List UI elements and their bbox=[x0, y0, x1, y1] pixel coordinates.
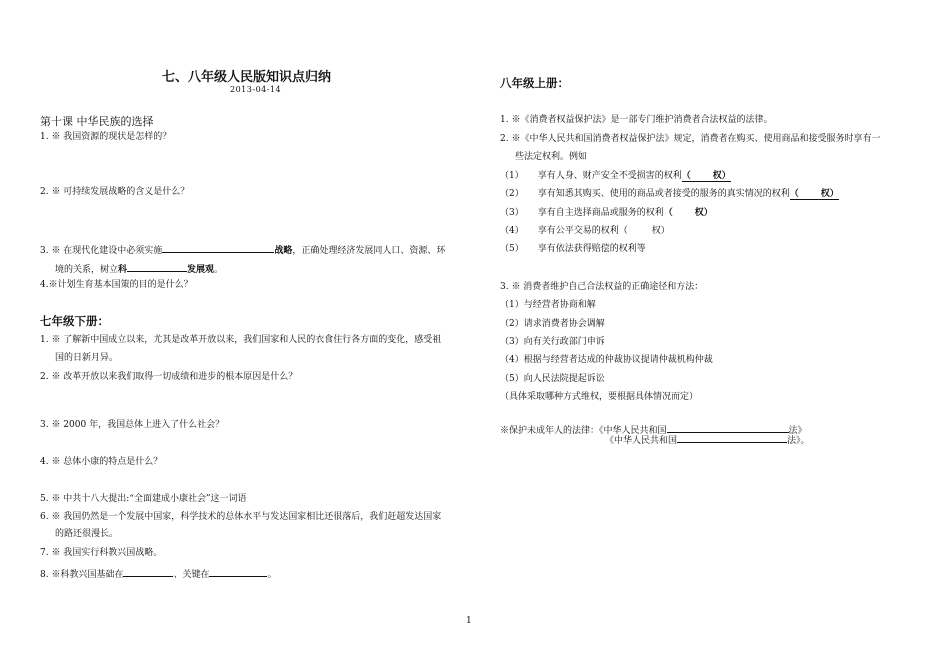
blank-field[interactable]: （ 权） bbox=[681, 171, 731, 181]
blank-field[interactable] bbox=[127, 262, 187, 272]
question-3-text: 3. ※ 在现代化建设中必须实施 bbox=[40, 246, 163, 256]
document-date: 2013-04-14 bbox=[230, 85, 282, 94]
blank-field[interactable] bbox=[677, 433, 787, 443]
way-note: （具体采取哪种方式维权，要根据具体情况而定） bbox=[500, 392, 699, 402]
document-title: 七、八年级人民版知识点归纳 bbox=[162, 70, 332, 85]
right-item-number: （4） bbox=[500, 226, 524, 236]
minor-law-end: 法》。 bbox=[787, 436, 810, 446]
question-4: 4.※计划生育基本国策的目的是什么？ bbox=[40, 280, 193, 290]
page-number: 1 bbox=[466, 616, 472, 626]
question-1: 1. ※ 我国资源的现状是怎样的？ bbox=[40, 132, 172, 142]
punctuation: 。 bbox=[267, 570, 277, 580]
right-item-text: 享有公平交易的权利 bbox=[537, 226, 619, 236]
blank-field[interactable] bbox=[123, 567, 173, 577]
question-3-line2 bbox=[55, 262, 223, 275]
minor-protection-law-2 bbox=[605, 433, 810, 446]
blank-field[interactable] bbox=[209, 567, 267, 577]
right-item-number: （3） bbox=[500, 208, 524, 218]
grade7-item-8 bbox=[40, 567, 276, 580]
grade7-heading: 七年级下册： bbox=[40, 314, 109, 328]
minor-law-text: 《中华人民共和国 bbox=[605, 436, 678, 446]
question-3-line1 bbox=[40, 243, 445, 256]
grade7-item-2: 2. ※ 改革开放以来我们取得一切成绩和进步的根本原因是什么？ bbox=[40, 372, 298, 382]
way-item-3: （3）向有关行政部门申诉 bbox=[500, 337, 605, 347]
blank-field[interactable]: （ 权） bbox=[618, 226, 670, 236]
right-item-text: 享有知悉其购买、使用的商品或者接受的服务的真实情况的权利 bbox=[537, 189, 790, 199]
grade7-item-1-line1: 1. ※ 了解新中国成立以来，尤其是改革开放以来，我们国家和人民的衣食住行各方面的变化，感受祖 bbox=[40, 335, 442, 345]
question-3-text-cont: ，正确处理经济发展同人口、资源、环 bbox=[292, 246, 446, 256]
question-2: 2. ※ 可持续发展战略的含义是什么？ bbox=[40, 187, 190, 197]
grade7-item-6-line1: 6. ※ 我国仍然是一个发展中国家，科学技术的总体水平与发达国家相比还很落后，我们赶超发达国家 bbox=[40, 512, 442, 522]
right-item-4 bbox=[500, 227, 670, 236]
minor-law-text: ※保护未成年人的法律：《中华人民共和国 bbox=[500, 426, 667, 436]
right-item-text: 享有人身、财产安全不受损害的权利 bbox=[537, 171, 682, 181]
way-item-1: （1）与经营者协商和解 bbox=[500, 300, 596, 310]
minor-law-end: 法》 bbox=[788, 426, 807, 436]
way-item-5: （5）向人民法院提起诉讼 bbox=[500, 374, 605, 384]
blank-field[interactable] bbox=[667, 423, 789, 433]
grade7-item-4: 4. ※ 总体小康的特点是什么？ bbox=[40, 457, 163, 467]
grade7-item-3: 3. ※ 2000 年，我国总体上进入了什么社会？ bbox=[40, 420, 225, 430]
right-item-number: （5） bbox=[500, 244, 524, 254]
right-item-text: 享有依法获得赔偿的权利等 bbox=[537, 244, 646, 254]
grade7-item-8-text-mid: 、关键在 bbox=[173, 570, 210, 580]
right-item-3 bbox=[500, 209, 713, 218]
lesson-heading: 第十课 中华民族的选择 bbox=[40, 115, 154, 128]
bold-term-science: 科 bbox=[118, 265, 128, 275]
grade8-item-2-line2: 些法定权利。例如 bbox=[515, 152, 588, 162]
punctuation: 。 bbox=[214, 265, 224, 275]
question-3-text-line2: 境的关系，树立 bbox=[55, 265, 119, 275]
grade7-item-5: 5. ※ 中共十八大提出:“全面建成小康社会”这一词语 bbox=[40, 494, 247, 504]
grade7-item-1-line2: 国的日新月异。 bbox=[55, 353, 119, 363]
right-item-number: （1） bbox=[500, 171, 524, 181]
way-item-4: （4）根据与经营者达成的仲裁协议提请仲裁机构仲裁 bbox=[500, 355, 713, 365]
right-item-2 bbox=[500, 190, 839, 199]
grade7-item-8-text: 8. ※科教兴国基础在 bbox=[40, 570, 124, 580]
grade8-heading: 八年级上册： bbox=[500, 76, 569, 90]
grade7-item-6-line2: 的路还很漫长。 bbox=[55, 529, 119, 539]
right-item-5 bbox=[500, 245, 646, 254]
bold-term-strategy: 战略 bbox=[274, 246, 293, 256]
grade8-item-3: 3. ※ 消费者维护自己合法权益的正确途径和方法： bbox=[500, 282, 704, 292]
blank-field[interactable] bbox=[162, 243, 274, 253]
right-item-number: （2） bbox=[500, 189, 524, 199]
blank-field[interactable]: （ 权） bbox=[789, 189, 839, 199]
grade7-item-7: 7. ※ 我国实行科教兴国战略。 bbox=[40, 548, 163, 558]
way-item-2: （2）请求消费者协会调解 bbox=[500, 319, 605, 329]
right-item-text: 享有自主选择商品或服务的权利 bbox=[537, 208, 664, 218]
blank-field[interactable]: （ 权） bbox=[663, 208, 713, 218]
right-item-1 bbox=[500, 172, 731, 181]
grade8-item-1: 1. ※《消费者权益保护法》是一部专门维护消费者合法权益的法律。 bbox=[500, 115, 773, 125]
grade8-item-2-line1: 2. ※《中华人民共和国消费者权益保护法》规定，消费者在购买、使用商品和接受服务时享有一 bbox=[500, 134, 881, 144]
bold-term-development: 发展观 bbox=[187, 265, 215, 275]
